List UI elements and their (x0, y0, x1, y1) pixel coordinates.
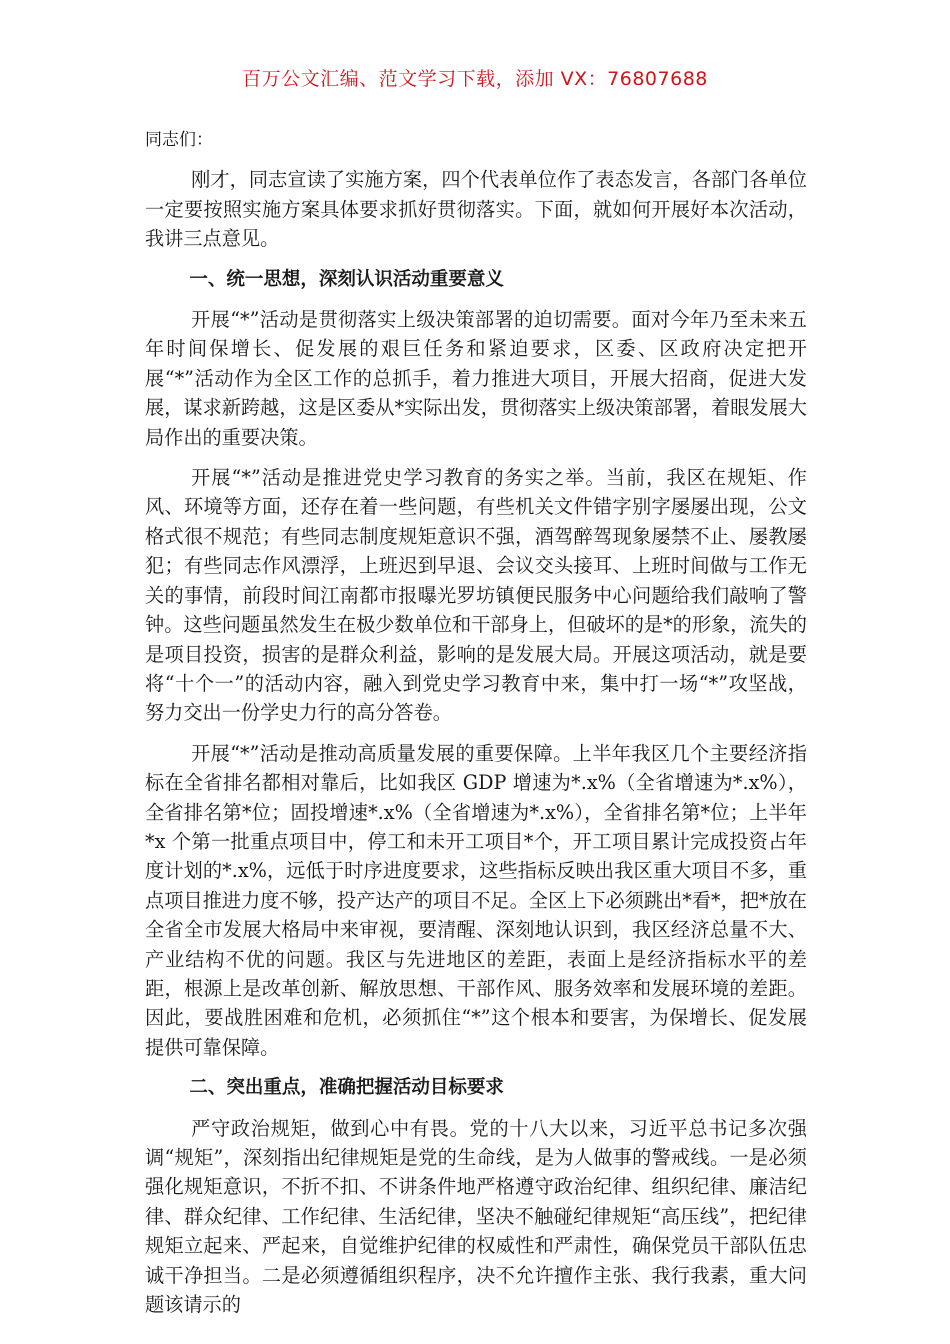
header-banner: 百万公文汇编、范文学习下载，添加 VX：76807688 (242, 68, 708, 90)
document-body (145, 126, 807, 1330)
section1-paragraph-2: 开展“*”活动是推进党史学习教育的务实之举。当前，我区在规矩、作风、环境等方面，还存在着一些问题，有些机关文件错字别字屡屡出现，公文格式很不规范；有些同志制度规矩意识不强，酒驾醉驾现象屡禁不止、屡教屡犯；有些同志作风漂浮，上班迟到早退、会议交头接耳、上班时间做与工作无关的事情，前段时间江南都市报曝光罗坊镇便民服务中心问题给我们敲响了警钟。这些问题虽然发生在极少数单位和干部身上，但破坏的是*的形象，流失的是项目投资，损害的是群众利益，影响的是发展大局。开展这项活动，就是要将“十个一”的活动内容，融入到党史学习教育中来，集中打一场“*”攻坚战，努力交出一份学史力行的高分答卷。 (145, 466, 807, 725)
section1-paragraph-3: 开展“*”活动是推动高质量发展的重要保障。上半年我区几个主要经济指标在全省排名都相对靠后，比如我区 GDP 增速为*.x%（全省增速为*.x%），全省排名第*位；固投增速*.x%（全省增速为*.x%），全省排名第*位；上半年*x 个第一批重点项目中，停工和未开工项目*个，开工项目累计完成投资占年度计划的*.x%，远低于时序进度要求，这些指标反映出我区重大项目不多，重点项目推进力度不够，投产达产的项目不足。全区上下必须跳出*看*，把*放在全省全市发展大格局中来审视，要清醒、深刻地认识到，我区经济总量不大、产业结构不优的问题。我区与先进地区的差距，表面上是经济指标水平的差距，根源上是改革创新、解放思想、干部作风、服务效率和发展环境的差距。因此，要战胜困难和危机，必须抓住“*”这个根本和要害，为保增长、促发展提供可靠保障。 (145, 741, 807, 1059)
section2-paragraph-1: 严守政治规矩，做到心中有畏。党的十八大以来，习近平总书记多次强调“规矩”，深刻指出纪律规矩是党的生命线，是为人做事的警戒线。一是必须强化规矩意识，不折不扣、不讲条件地严格遵守政治纪律、组织纪律、廉洁纪律、群众纪律、工作纪律、生活纪律，坚决不触碰纪律规矩“高压线”，把纪律规矩立起来、严起来，自觉维护纪律的权威性和严肃性，确保党员干部队伍忠诚干净担当。二是必须遵循组织程序，决不允许擅作主张、我行我素，重大问题该请示的 (145, 1116, 807, 1317)
section-heading-1: 一、统一思想，深刻认识活动重要意义 (189, 268, 504, 290)
section1-paragraph-1: 开展“*”活动是贯彻落实上级决策部署的迫切需要。面对今年乃至未来五年时间保增长、促发展的艰巨任务和紧迫要求，区委、区政府决定把开展“*”活动作为全区工作的总抓手，着力推进大项目，开展大招商，促进大发展，谋求新跨越，这是区委从*实际出发，贯彻落实上级决策部署，着眼发展大局作出的重要决策。 (145, 308, 807, 449)
section-heading-2: 二、突出重点，准确把握活动目标要求 (189, 1077, 504, 1099)
intro-paragraph: 刚才，同志宣读了实施方案，四个代表单位作了表态发言，各部门各单位一定要按照实施方案具体要求抓好贯彻落实。下面，就如何开展好本次活动，我讲三点意见。 (145, 168, 807, 251)
salutation: 同志们： (145, 130, 213, 150)
